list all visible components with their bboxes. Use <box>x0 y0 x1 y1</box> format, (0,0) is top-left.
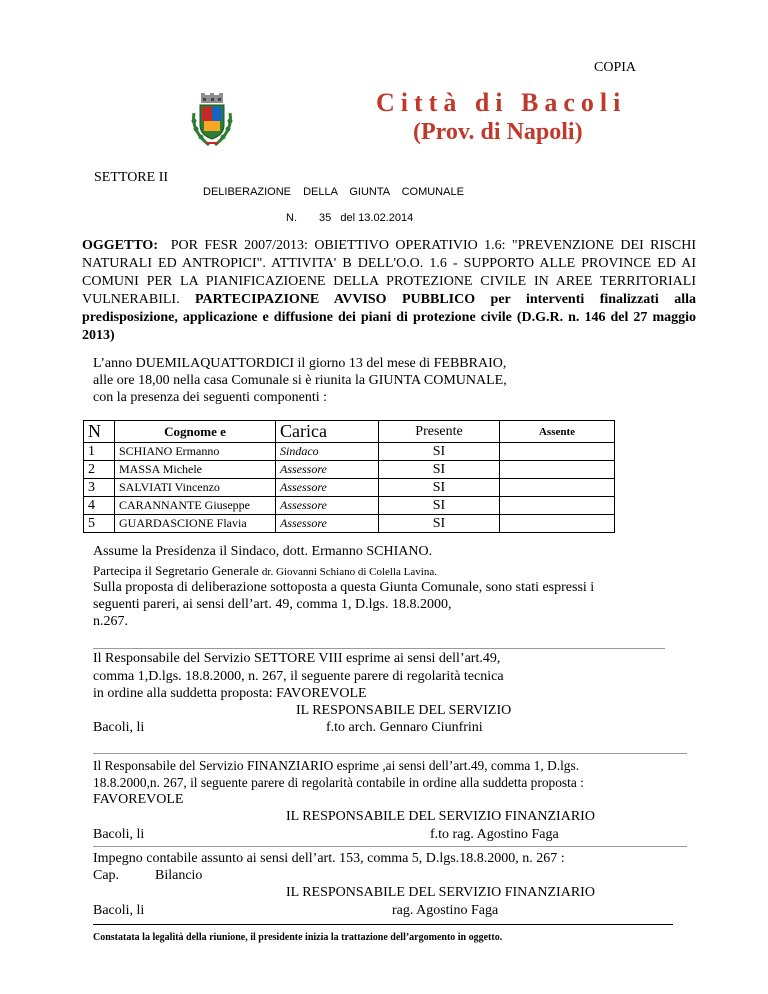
row-nome: SCHIANO Ermanno <box>115 443 276 461</box>
row-carica: Assessore <box>276 461 379 479</box>
table-header-row <box>84 421 615 443</box>
parere-contabile-line: Il Responsabile del Servizio FINANZIARIO esprime ,ai sensi dell’art.49, comma 1, D.lgs. <box>93 758 580 773</box>
pareri-line: n.267. <box>93 614 128 629</box>
row-number: 1 <box>84 443 115 461</box>
numero-label: N. <box>286 212 297 224</box>
row-carica: Sindaco <box>276 443 379 461</box>
table-header: N <box>84 421 115 443</box>
presidenza-line: Assume la Presidenza il Sindaco, dott. Ermanno SCHIANO. <box>93 544 433 559</box>
row-assente <box>500 515 615 533</box>
row-presente: SI <box>379 461 500 479</box>
table-header: Presente <box>379 421 500 443</box>
componenti-table <box>83 420 615 533</box>
parere-tecnico-place: Bacoli, li <box>93 720 145 735</box>
intro-line: L’anno DUEMILAQUATTORDICI il giorno 13 del mese di FEBBRAIO, <box>93 356 507 371</box>
footer-note: Constatata la legalità della riunione, il presidente inizia la trattazione dell’argomento in oggetto. <box>93 932 503 943</box>
divider <box>93 846 687 847</box>
impegno-signature: rag. Agostino Faga <box>392 903 499 918</box>
row-assente <box>500 479 615 497</box>
parere-contabile-title: IL RESPONSABILE DEL SERVIZIO FINANZIARIO <box>286 809 595 824</box>
city-title: Città di Bacoli <box>376 88 627 117</box>
segretario-line <box>93 563 437 579</box>
row-nome: SALVIATI Vincenzo <box>115 479 276 497</box>
divider <box>93 753 687 754</box>
table-row <box>84 479 615 497</box>
impegno-cap: Cap. <box>93 868 120 883</box>
table-row <box>84 497 615 515</box>
oggetto-text: POR FESR 2007/2013: OBIETTIVO OPERATIVIO 1.6: "PREVENZIONE DEI RISCHI NATURALI ED ANTROPICI". ATTIVITA' B DELL'O.O. 1.6 - SUPPORTO ALLE PROVINCE ED AI COMUNI PER LA PIANIFICAZIOENE DELLA PROTEZIONE CIVILE IN AREE TERRITORIALI VULNERABILI. <box>82 238 697 307</box>
municipal-crest-icon <box>189 93 235 149</box>
table-row <box>84 443 615 461</box>
row-presente: SI <box>379 479 500 497</box>
oggetto-label: OGGETTO: <box>82 238 158 253</box>
parere-tecnico-line: Il Responsabile del Servizio SETTORE VIII esprime ai sensi dell’art.49, <box>93 651 501 666</box>
pareri-line: seguenti pareri, ai sensi dell’art. 49, comma 1, D.lgs. 18.8.2000, <box>93 597 452 612</box>
table-row <box>84 515 615 533</box>
province-title: (Prov. di Napoli) <box>413 119 583 145</box>
row-assente <box>500 497 615 515</box>
table-header: Assente <box>500 421 615 443</box>
row-number: 3 <box>84 479 115 497</box>
parere-tecnico-title: IL RESPONSABILE DEL SERVIZIO <box>296 703 512 718</box>
intro-line: con la presenza dei seguenti componenti : <box>93 390 328 405</box>
deliberazione-number <box>286 212 413 224</box>
row-assente <box>500 461 615 479</box>
row-presente: SI <box>379 497 500 515</box>
numero-date: del 13.02.2014 <box>340 212 414 224</box>
row-carica: Assessore <box>276 479 379 497</box>
oggetto-bold-text: PARTECIPAZIONE AVVISO PUBBLICO per interventi finalizzati alla predisposizione, applicazione e diffusione dei piani di protezione civile (D.G.R. n. 146 del 27 maggio 2013) <box>82 292 696 343</box>
row-presente: SI <box>379 515 500 533</box>
impegno-place: Bacoli, li <box>93 903 145 918</box>
divider <box>93 648 665 649</box>
row-nome: GUARDASCIONE Flavia <box>115 515 276 533</box>
oggetto-paragraph <box>82 237 696 345</box>
segretario-prefix: Partecipa il Segretario Generale <box>93 563 259 578</box>
row-carica: Assessore <box>276 515 379 533</box>
pareri-line: Sulla proposta di deliberazione sottoposta a questa Giunta Comunale, sono stati espressi i <box>93 580 595 595</box>
impegno-title: IL RESPONSABILE DEL SERVIZIO FINANZIARIO <box>286 885 595 900</box>
segretario-name: dr. Giovanni Schiano di Colella Lavina. <box>261 566 437 578</box>
row-number: 4 <box>84 497 115 515</box>
intro-line: alle ore 18,00 nella casa Comunale si è riunita la GIUNTA COMUNALE, <box>93 373 507 388</box>
divider <box>93 924 673 925</box>
row-assente <box>500 443 615 461</box>
row-nome: MASSA Michele <box>115 461 276 479</box>
parere-tecnico-signature: f.to arch. Gennaro Ciunfrini <box>326 720 483 735</box>
intro-paragraph <box>93 355 693 406</box>
row-carica: Assessore <box>276 497 379 515</box>
copia-label: COPIA <box>594 60 637 75</box>
deliberazione-label: DELIBERAZIONE DELLA GIUNTA COMUNALE <box>203 186 464 198</box>
table-header: Carica <box>276 421 379 443</box>
row-number: 5 <box>84 515 115 533</box>
parere-contabile-line: FAVOREVOLE <box>93 792 184 807</box>
parere-tecnico-line: comma 1,D.lgs. 18.8.2000, n. 267, il seguente parere di regolarità tecnica <box>93 669 504 684</box>
parere-tecnico-line: in ordine alla suddetta proposta: FAVOREVOLE <box>93 686 367 701</box>
row-nome: CARANNANTE Giuseppe <box>115 497 276 515</box>
settore-label: SETTORE II <box>94 170 169 185</box>
parere-contabile-place: Bacoli, li <box>93 827 145 842</box>
row-presente: SI <box>379 443 500 461</box>
parere-contabile-signature: f.to rag. Agostino Faga <box>430 827 559 842</box>
impegno-bilancio: Bilancio <box>155 868 203 883</box>
parere-contabile-line: 18.8.2000,n. 267, il seguente parere di regolarità contabile in ordine alla suddetta proposta : <box>93 775 584 790</box>
impegno-line: Impegno contabile assunto ai sensi dell’art. 153, comma 5, D.lgs.18.8.2000, n. 267 : <box>93 851 565 866</box>
numero-value: 35 <box>319 212 332 224</box>
row-number: 2 <box>84 461 115 479</box>
table-header: Cognome e <box>115 421 276 443</box>
table-row <box>84 461 615 479</box>
